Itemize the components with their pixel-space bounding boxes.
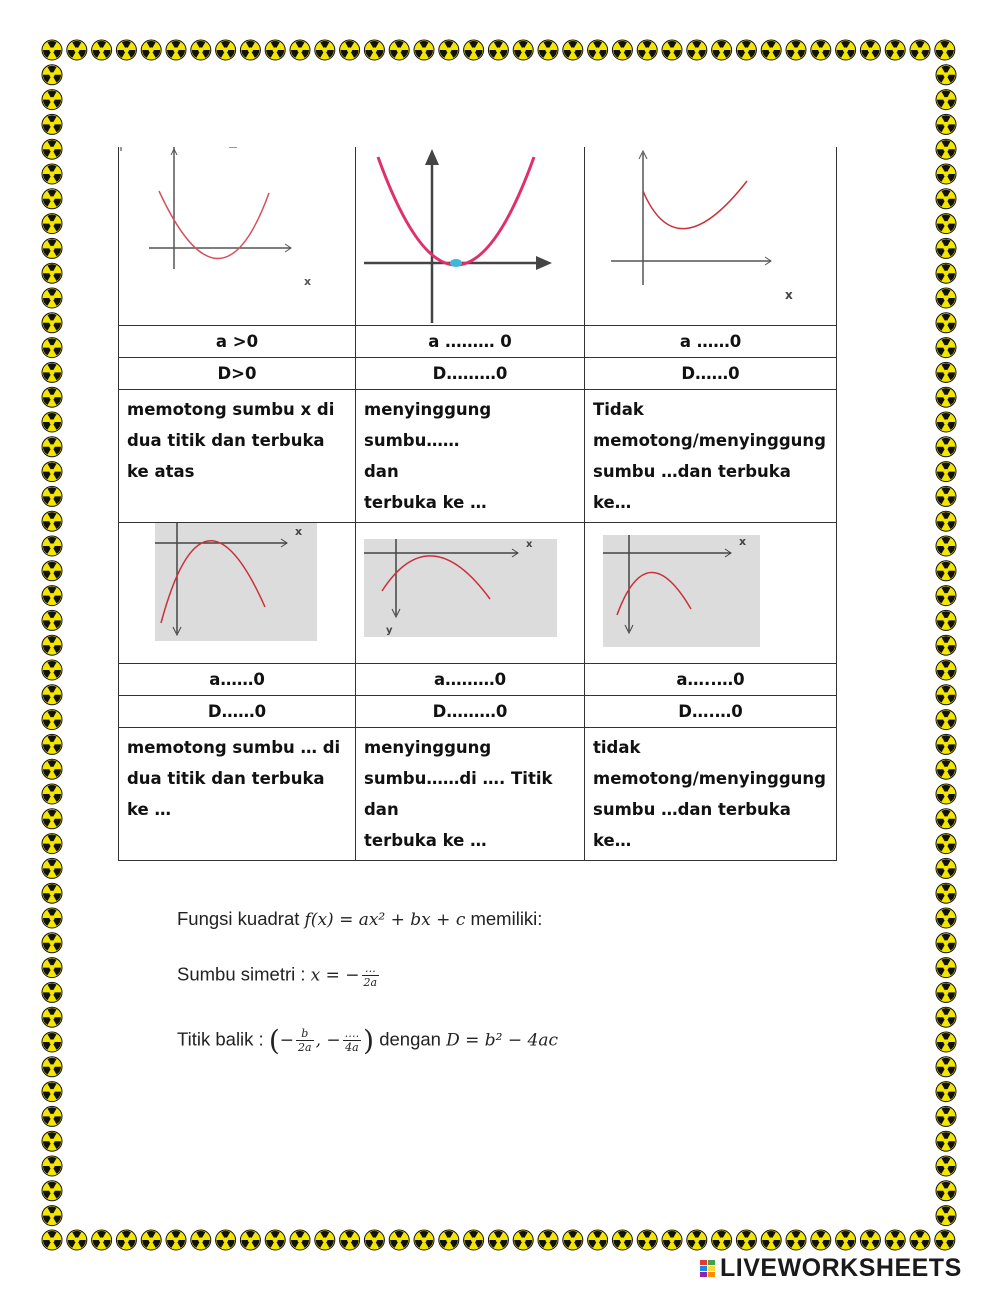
- border-symbol-icon: [936, 387, 956, 407]
- border-symbol-icon: [662, 40, 682, 60]
- border-symbol-icon: [92, 1230, 112, 1250]
- parabola-table: [118, 147, 837, 861]
- border-symbol-icon: [42, 536, 62, 556]
- border-symbol-icon: [42, 90, 62, 110]
- description-line: sumbu …dan terbuka: [593, 462, 791, 481]
- fraction-denominator: 4a: [345, 1041, 359, 1054]
- border-symbol-icon: [42, 65, 62, 85]
- border-symbol-icon: [42, 288, 62, 308]
- border-symbol-icon: [116, 1230, 136, 1250]
- border-symbol-icon: [191, 1230, 211, 1250]
- border-symbol-icon: [936, 982, 956, 1002]
- a-sign-cell: a ……0: [585, 326, 837, 358]
- border-symbol-icon: [92, 40, 112, 60]
- description-line: ke…: [593, 493, 632, 512]
- formula-math: f(x) = ax² + bx + c: [304, 910, 466, 930]
- border-symbol-icon: [67, 40, 87, 60]
- border-symbol-icon: [936, 462, 956, 482]
- border-symbol-icon: [42, 263, 62, 283]
- border-symbol-icon: [936, 635, 956, 655]
- paren-open: (: [268, 1024, 280, 1057]
- border-symbol-icon: [936, 90, 956, 110]
- border-symbol-icon: [687, 40, 707, 60]
- border-symbol-icon: [42, 1032, 62, 1052]
- border-symbol-icon: [389, 40, 409, 60]
- border-symbol-icon: [811, 40, 831, 60]
- graph-upward-no-roots: [585, 147, 836, 325]
- discriminant-cell: D….…0: [585, 696, 837, 728]
- border-symbol-icon: [42, 114, 62, 134]
- a-sign-cell: a >0: [119, 326, 356, 358]
- border-symbol-icon: [42, 238, 62, 258]
- border-symbol-icon: [935, 1230, 955, 1250]
- graph-upward-tangent: [356, 147, 584, 325]
- border-symbol-icon: [340, 1230, 360, 1250]
- border-symbol-icon: [885, 1230, 905, 1250]
- border-symbol-icon: [42, 214, 62, 234]
- border-symbol-icon: [936, 1156, 956, 1176]
- border-symbol-icon: [936, 561, 956, 581]
- x-axis-label: x: [304, 275, 312, 288]
- border-symbol-icon: [936, 65, 956, 85]
- border-symbol-icon: [936, 139, 956, 159]
- border-symbol-icon: [42, 412, 62, 432]
- border-symbol-icon: [588, 1230, 608, 1250]
- border-symbol-icon: [42, 635, 62, 655]
- border-symbol-icon: [936, 610, 956, 630]
- border-symbol-icon: [67, 1230, 87, 1250]
- discriminant-cell: D>0: [119, 358, 356, 390]
- border-symbol-icon: [42, 338, 62, 358]
- fraction-numerator: …: [362, 962, 380, 976]
- border-symbol-icon: [488, 40, 508, 60]
- discriminant-cell: D……0: [119, 696, 356, 728]
- a-sign-cell: a………0: [356, 664, 585, 696]
- border-symbol-icon: [936, 536, 956, 556]
- formula-quadratic-function: [177, 908, 542, 930]
- description-line: memotong sumbu x di: [127, 400, 335, 419]
- border-symbol-icon: [42, 1206, 62, 1226]
- border-symbol-icon: [712, 1230, 732, 1250]
- border-symbol-icon: [42, 40, 62, 60]
- border-symbol-icon: [736, 1230, 756, 1250]
- border-symbol-icon: [464, 1230, 484, 1250]
- border-symbol-icon: [836, 40, 856, 60]
- border-symbol-icon: [216, 1230, 236, 1250]
- description-cell: [356, 728, 585, 861]
- border-symbol-icon: [936, 734, 956, 754]
- description-line: memotong sumbu … di: [127, 738, 341, 757]
- border-symbol-icon: [936, 1007, 956, 1027]
- border-symbol-icon: [42, 362, 62, 382]
- border-symbol-icon: [42, 933, 62, 953]
- border-symbol-icon: [662, 1230, 682, 1250]
- formula-text: memiliki:: [470, 908, 543, 929]
- border-symbol-icon: [935, 40, 955, 60]
- border-symbol-icon: [612, 40, 632, 60]
- border-symbol-icon: [42, 164, 62, 184]
- a-sign-cell: a ……… 0: [356, 326, 585, 358]
- description-line: tidak: [593, 738, 641, 757]
- border-symbol-icon: [42, 685, 62, 705]
- border-symbol-icon: [42, 1106, 62, 1126]
- border-symbol-icon: [910, 1230, 930, 1250]
- formula-math: D = b² − 4ac: [446, 1030, 559, 1051]
- description-line: dua titik dan terbuka: [127, 769, 325, 788]
- fraction-denominator: 2a: [298, 1041, 312, 1054]
- border-symbol-icon: [936, 238, 956, 258]
- description-line: Tidak: [593, 400, 644, 419]
- border-symbol-icon: [42, 486, 62, 506]
- border-symbol-icon: [936, 784, 956, 804]
- border-symbol-icon: [936, 710, 956, 730]
- graph-downward-no-roots: [585, 523, 836, 663]
- fraction-numerator: b: [296, 1027, 314, 1041]
- border-symbol-icon: [936, 685, 956, 705]
- border-symbol-icon: [290, 40, 310, 60]
- border-symbol-icon: [936, 486, 956, 506]
- border-symbol-icon: [687, 1230, 707, 1250]
- border-symbol-icon: [389, 1230, 409, 1250]
- border-symbol-icon: [42, 586, 62, 606]
- formula-text: Sumbu simetri :: [177, 963, 306, 985]
- border-symbol-icon: [42, 958, 62, 978]
- border-symbol-icon: [42, 759, 62, 779]
- graph-downward-tangent: [356, 523, 584, 663]
- border-symbol-icon: [414, 40, 434, 60]
- border-symbol-icon: [42, 834, 62, 854]
- border-symbol-icon: [42, 982, 62, 1002]
- border-symbol-icon: [936, 834, 956, 854]
- description-line: menyinggung sumbu……: [364, 400, 492, 450]
- border-symbol-icon: [464, 40, 484, 60]
- discriminant-cell: D………0: [356, 696, 585, 728]
- logo-text: LIVEWORKSHEETS: [720, 1254, 962, 1282]
- border-symbol-icon: [936, 437, 956, 457]
- border-symbol-icon: [936, 1082, 956, 1102]
- border-symbol-icon: [513, 1230, 533, 1250]
- border-symbol-icon: [860, 40, 880, 60]
- border-symbol-icon: [42, 387, 62, 407]
- description-line: dan: [364, 800, 399, 819]
- discriminant-cell: D………0: [356, 358, 585, 390]
- border-symbol-icon: [936, 1057, 956, 1077]
- border-symbol-icon: [42, 908, 62, 928]
- border-symbol-icon: [860, 1230, 880, 1250]
- description-line: ke …: [127, 800, 171, 819]
- border-symbol-icon: [42, 784, 62, 804]
- border-symbol-icon: [936, 809, 956, 829]
- description-line: sumbu …dan terbuka: [593, 800, 791, 819]
- border-symbol-icon: [290, 1230, 310, 1250]
- description-line: menyinggung: [364, 738, 492, 757]
- border-symbol-icon: [42, 1057, 62, 1077]
- border-symbol-icon: [936, 263, 956, 283]
- border-symbol-icon: [936, 883, 956, 903]
- discriminant-cell: D……0: [585, 358, 837, 390]
- logo-mark-icon: [700, 1260, 716, 1278]
- border-symbol-icon: [736, 40, 756, 60]
- border-symbol-icon: [588, 40, 608, 60]
- border-symbol-icon: [786, 1230, 806, 1250]
- border-symbol-icon: [936, 164, 956, 184]
- border-symbol-icon: [637, 1230, 657, 1250]
- border-symbol-icon: [240, 1230, 260, 1250]
- description-line: ke…: [593, 831, 632, 850]
- border-symbol-icon: [42, 710, 62, 730]
- border-symbol-icon: [141, 40, 161, 60]
- border-symbol-icon: [488, 1230, 508, 1250]
- border-symbol-icon: [786, 40, 806, 60]
- border-symbol-icon: [936, 759, 956, 779]
- formula-axis-of-symmetry: [177, 962, 381, 989]
- border-symbol-icon: [315, 40, 335, 60]
- border-symbol-icon: [42, 1181, 62, 1201]
- border-symbol-icon: [936, 1206, 956, 1226]
- fraction: [296, 1027, 314, 1054]
- border-symbol-icon: [836, 1230, 856, 1250]
- border-symbol-icon: [42, 1131, 62, 1151]
- border-symbol-icon: [761, 40, 781, 60]
- border-symbol-icon: [936, 858, 956, 878]
- border-symbol-icon: [936, 288, 956, 308]
- border-symbol-icon: [42, 1082, 62, 1102]
- border-symbol-icon: [936, 660, 956, 680]
- border-symbol-icon: [936, 114, 956, 134]
- graph-downward-two-roots: [119, 523, 355, 663]
- border-symbol-icon: [936, 1106, 956, 1126]
- border-symbol-icon: [315, 1230, 335, 1250]
- border-symbol-icon: [563, 40, 583, 60]
- a-sign-cell: a……0: [119, 664, 356, 696]
- border-symbol-icon: [936, 412, 956, 432]
- border-symbol-icon: [191, 40, 211, 60]
- x-axis-label: x: [295, 525, 303, 538]
- border-symbol-icon: [141, 1230, 161, 1250]
- formula-math: x = −: [310, 965, 360, 986]
- border-symbol-icon: [42, 139, 62, 159]
- border-symbol-icon: [936, 1181, 956, 1201]
- border-symbol-icon: [936, 958, 956, 978]
- border-symbol-icon: [811, 1230, 831, 1250]
- border-symbol-icon: [42, 1230, 62, 1250]
- description-cell: [119, 728, 356, 861]
- border-symbol-icon: [513, 40, 533, 60]
- border-symbol-icon: [538, 40, 558, 60]
- description-cell: [585, 390, 837, 523]
- border-symbol-icon: [885, 40, 905, 60]
- border-symbol-icon: [936, 1131, 956, 1151]
- liveworksheets-logo: [700, 1254, 962, 1283]
- border-symbol-icon: [166, 1230, 186, 1250]
- border-symbol-icon: [761, 1230, 781, 1250]
- description-line: ke atas: [127, 462, 195, 481]
- border-symbol-icon: [936, 933, 956, 953]
- description-line: terbuka ke …: [364, 493, 487, 512]
- border-symbol-icon: [340, 40, 360, 60]
- border-symbol-icon: [936, 313, 956, 333]
- paren-close: ): [363, 1024, 375, 1057]
- border-symbol-icon: [936, 1032, 956, 1052]
- border-symbol-icon: [42, 511, 62, 531]
- border-symbol-icon: [712, 40, 732, 60]
- border-symbol-icon: [538, 1230, 558, 1250]
- formula-text: Fungsi kuadrat: [177, 908, 300, 929]
- description-line: memotong/menyinggung: [593, 431, 826, 450]
- border-symbol-icon: [42, 883, 62, 903]
- fraction: [343, 1027, 362, 1054]
- description-line: dan: [364, 462, 399, 481]
- a-sign-cell: a…..…0: [585, 664, 837, 696]
- fraction-numerator: ….: [344, 1027, 360, 1040]
- x-axis-label: x: [785, 288, 793, 302]
- formula-text: dengan: [379, 1028, 441, 1050]
- border-symbol-icon: [42, 313, 62, 333]
- formula-turning-point: Titik balik : (− $\frac{b}{2a}$ , − $\frac{\dots.}{4a}$ ) dengan D = b² − 4ac: [177, 1024, 559, 1057]
- border-symbol-icon: [563, 1230, 583, 1250]
- border-symbol-icon: [910, 40, 930, 60]
- description-cell: [585, 728, 837, 861]
- border-symbol-icon: [42, 660, 62, 680]
- fraction: [362, 962, 380, 989]
- y-axis-label: y: [386, 625, 393, 636]
- x-axis-label: x: [739, 535, 747, 548]
- border-symbol-icon: [637, 40, 657, 60]
- border-symbol-icon: [414, 1230, 434, 1250]
- border-symbol-icon: [265, 1230, 285, 1250]
- border-symbol-icon: [116, 40, 136, 60]
- graph-row-downward: [119, 523, 837, 664]
- description-cell: [356, 390, 585, 523]
- border-symbol-icon: [42, 1156, 62, 1176]
- border-symbol-icon: [42, 809, 62, 829]
- border-symbol-icon: [42, 610, 62, 630]
- border-symbol-icon: [936, 908, 956, 928]
- border-symbol-icon: [364, 40, 384, 60]
- x-axis-label: x: [526, 539, 533, 550]
- border-symbol-icon: [42, 561, 62, 581]
- description-line: terbuka ke …: [364, 831, 487, 850]
- border-symbol-icon: [936, 189, 956, 209]
- border-symbol-icon: [936, 338, 956, 358]
- border-symbol-icon: [936, 511, 956, 531]
- formula-text: Titik balik :: [177, 1028, 264, 1050]
- description-line: dua titik dan terbuka: [127, 431, 325, 450]
- border-symbol-icon: [439, 1230, 459, 1250]
- border-symbol-icon: [42, 462, 62, 482]
- border-symbol-icon: [42, 437, 62, 457]
- border-symbol-icon: [936, 214, 956, 234]
- border-symbol-icon: [936, 362, 956, 382]
- border-symbol-icon: [364, 1230, 384, 1250]
- border-symbol-icon: [42, 734, 62, 754]
- fraction-denominator: 2a: [363, 976, 378, 989]
- border-symbol-icon: [240, 40, 260, 60]
- border-symbol-icon: [42, 858, 62, 878]
- graph-upward-two-roots: [119, 147, 355, 325]
- border-symbol-icon: [216, 40, 236, 60]
- border-symbol-icon: [612, 1230, 632, 1250]
- border-symbol-icon: [42, 189, 62, 209]
- border-symbol-icon: [42, 1007, 62, 1027]
- border-symbol-icon: [265, 40, 285, 60]
- border-symbol-icon: [166, 40, 186, 60]
- description-line: sumbu……di …. Titik: [364, 769, 553, 788]
- border-symbol-icon: [936, 586, 956, 606]
- description-line: memotong/menyinggung: [593, 769, 826, 788]
- border-symbol-icon: [439, 40, 459, 60]
- graph-row-upward: [119, 147, 837, 326]
- description-cell: [119, 390, 356, 523]
